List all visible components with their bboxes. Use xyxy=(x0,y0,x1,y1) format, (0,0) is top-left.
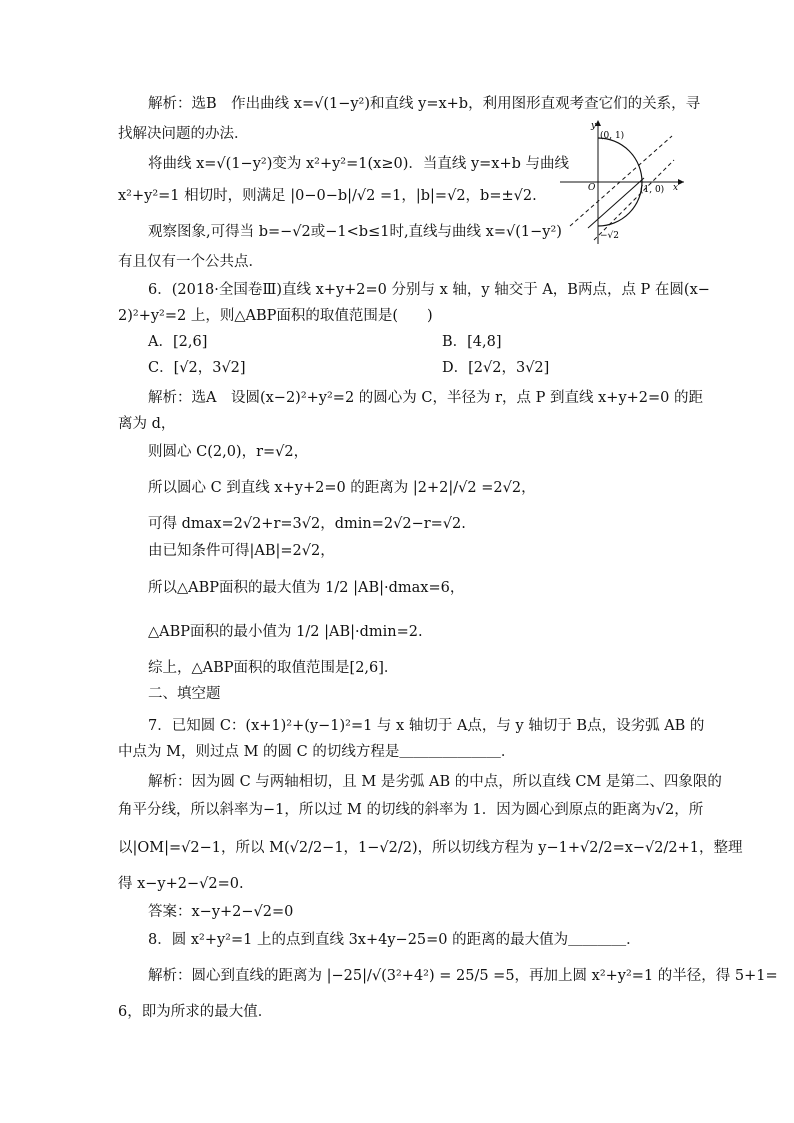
answer-line: 答案：x−y+2−√2=0 xyxy=(148,904,294,920)
text-line: 8．圆 x²+y²=1 上的点到直线 3x+4y−25=0 的距离的最大值为＿＿＿＿． xyxy=(148,932,641,948)
text-line: 以|OM|=√2−1，所以 M(√2/2−1，1−√2/2)，所以切线方程为 y−1+√2/2=x−√2/2+1，整理 xyxy=(118,840,743,856)
section-heading: 二、填空题 xyxy=(148,686,221,702)
text-line: 找解决问题的办法． xyxy=(118,126,249,142)
text-line: 得 x−y+2−√2=0. xyxy=(118,876,244,892)
text-line: 所以圆心 C 到直线 x+y+2=0 的距离为 |2+2|/√2 =2√2， xyxy=(148,480,536,496)
text-line: 角平分线，所以斜率为−1，所以过 M 的切线的斜率为 1．因为圆心到原点的距离为√2，所 xyxy=(118,802,704,818)
y-axis-label: y xyxy=(591,121,597,131)
text-line: 2)²+y²=2 上，则△ABP面积的取值范围是( ) xyxy=(118,308,433,324)
option-c: C．[√2，3√2] xyxy=(148,360,246,376)
text-line: 离为 d， xyxy=(118,416,176,432)
text-line: 中点为 M，则过点 M 的圆 C 的切线方程是＿＿＿＿＿＿＿． xyxy=(118,744,516,760)
x-axis-arrow xyxy=(678,179,684,185)
circle-line-figure xyxy=(560,118,684,244)
point-label-top: (0, 1) xyxy=(600,131,625,141)
option-a: A．[2,6] xyxy=(148,334,208,350)
text-line: △ABP面积的最小值为 1/2 |AB|·dmin=2. xyxy=(148,624,423,640)
text-line: 有且仅有一个公共点． xyxy=(118,254,263,270)
text-line: 解析：选B 作出曲线 x=√(1−y²)和直线 y=x+b，利用图形直观考查它们的关系，寻 xyxy=(148,96,701,112)
text-line: 将曲线 x=√(1−y²)变为 x²+y²=1(x≥0)．当直线 y=x+b 与曲线 xyxy=(148,156,570,172)
text-line: 7．已知圆 C：(x+1)²+(y−1)²=1 与 x 轴切于 A点，与 y 轴切于 B点，设劣弧 AB 的 xyxy=(148,718,705,734)
text-line: 可得 dmax=2√2+r=3√2，dmin=2√2−r=√2. xyxy=(148,516,466,532)
text-line: 则圆心 C(2,0)，r=√2， xyxy=(148,444,309,460)
text-line: 6．(2018·全国卷Ⅲ)直线 x+y+2=0 分别与 x 轴，y 轴交于 A，B两点，点 P 在圆(x− xyxy=(148,282,710,298)
option-d: D．[2√2，3√2] xyxy=(442,360,550,376)
origin-label: O xyxy=(588,183,596,193)
dashed-line-lower xyxy=(594,160,674,240)
text-line: 观察图象,可得当 b=−√2或−1<b≤1时,直线与曲线 x=√(1−y²) xyxy=(148,224,562,240)
text-line: 6，即为所求的最大值． xyxy=(118,1004,273,1020)
text-line: 解析：因为圆 C 与两轴相切，且 M 是劣弧 AB 的中点，所以直线 CM 是第二、四象限的 xyxy=(148,774,722,790)
text-line: 综上，△ABP面积的取值范围是[2,6]． xyxy=(148,660,399,676)
option-b: B．[4,8] xyxy=(442,334,502,350)
text-line: 解析：圆心到直线的距离为 |−25|/√(3²+4²) = 25/5 =5，再加上圆 x²+y²=1 的半径，得 5+1= xyxy=(148,968,778,984)
x-axis-label: x xyxy=(673,183,679,193)
text-line: 解析：选A 设圆(x−2)²+y²=2 的圆心为 C，半径为 r，点 P 到直线 x+y+2=0 的距 xyxy=(148,390,703,406)
text-line: 所以△ABP面积的最大值为 1/2 |AB|·dmax=6， xyxy=(148,580,465,596)
text-line: 由已知条件可得|AB|=2√2， xyxy=(148,543,335,559)
text-line: x²+y²=1 相切时，则满足 |0−0−b|/√2 =1，|b|=√2，b=±√2. xyxy=(118,188,537,204)
point-label-right: (1, 0) xyxy=(640,185,665,195)
point-label-bottom: −√2 xyxy=(600,231,620,241)
